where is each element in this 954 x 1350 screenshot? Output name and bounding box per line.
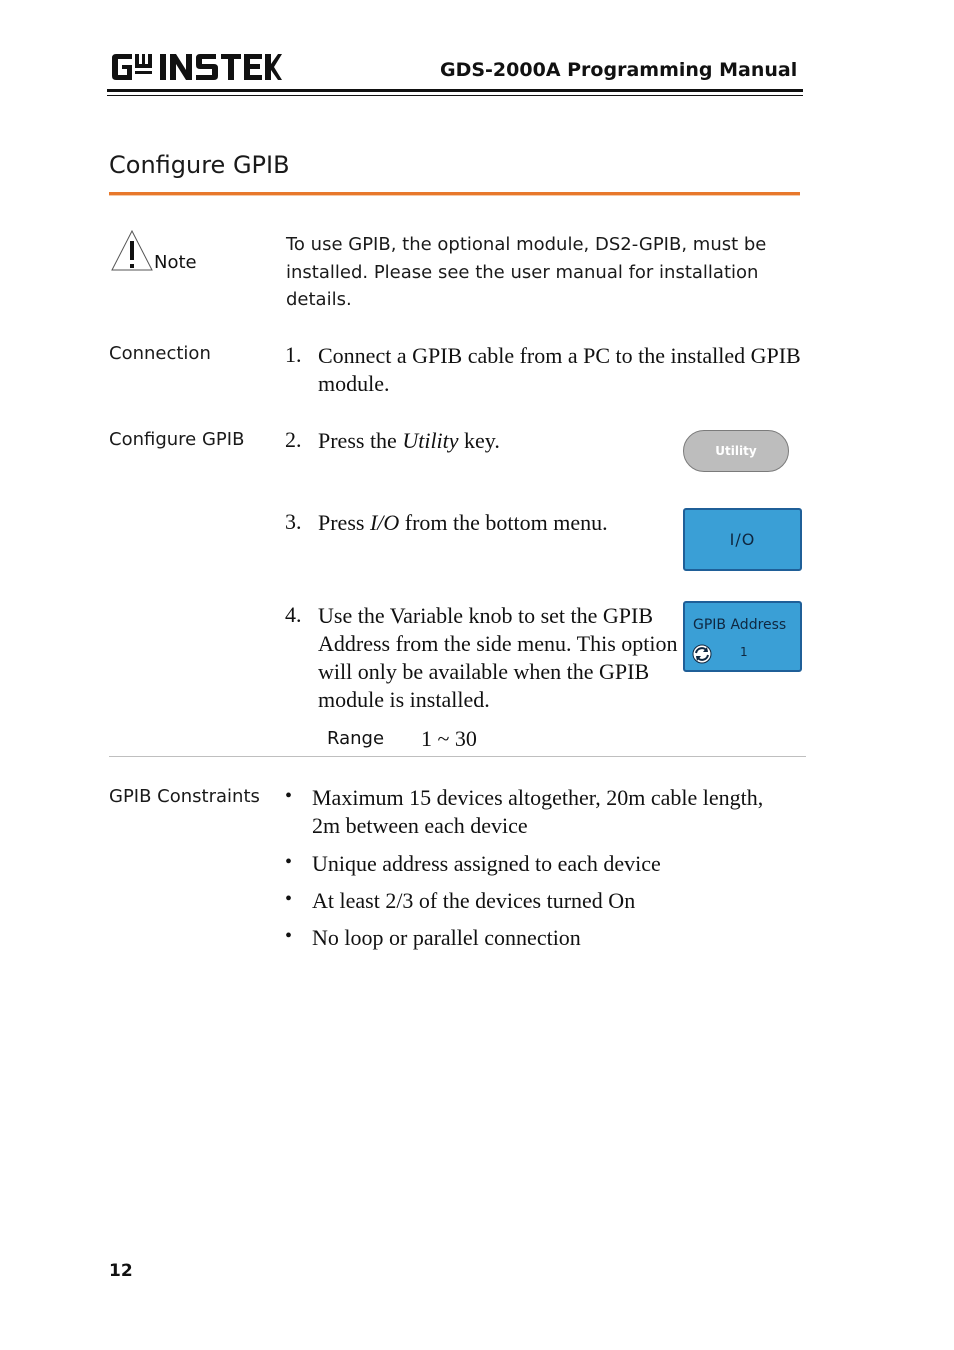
io-key-ref: I/O [369,510,400,535]
gw-instek-logo [110,52,282,82]
gpib-address-title: GPIB Address [693,617,787,633]
header-rule [107,89,803,92]
utility-key-ref: Utility [402,428,459,453]
note-label: Note [154,252,197,273]
gpib-address-menu[interactable] [683,601,802,672]
gpib-constraints-label: GPIB Constraints [109,786,260,807]
constraint-item: Maximum 15 devices altogether, 20m cable length, 2m between each device [312,785,764,838]
step-2-text: Press the Utility key. [318,428,500,453]
range-label: Range [327,728,385,749]
page-number: 12 [109,1261,133,1281]
connection-label: Connection [109,343,211,364]
bullet-icon: • [285,925,293,947]
step-3-number: 3. [285,509,302,534]
header-rule-thin [107,95,803,96]
step-3-text: Press I/O from the bottom menu. [318,510,608,535]
gpib-address-value: 1 [740,645,748,659]
section-rule-shadow [109,195,800,196]
step-4-number: 4. [285,602,302,627]
utility-key[interactable]: Utility [683,430,789,472]
step-4-text: Use the Variable knob to set the GPIB Address from the side menu. This option will only be available when the GPIB module is installed. [318,603,678,712]
constraint-item: At least 2/3 of the devices turned On [312,888,636,913]
warning-triangle-icon [110,229,154,273]
note-text: To use GPIB, the optional module, DS2-GPIB, must be installed. Please see the user manual for installation details. [286,234,767,310]
step-2-number: 2. [285,427,302,452]
bullet-icon: • [285,888,293,910]
io-menu-button[interactable]: I/O [683,508,802,571]
range-value: 1 ~ 30 [421,726,477,751]
step-1-number: 1. [285,342,302,367]
section-divider [109,756,806,757]
constraint-item: No loop or parallel connection [312,925,581,950]
configure-gpib-label: Configure GPIB [109,429,245,450]
section-title: Configure GPIB [109,151,290,179]
step-1-text: Connect a GPIB cable from a PC to the installed GPIB module. [318,343,801,396]
constraint-item: Unique address assigned to each device [312,851,661,876]
bullet-icon: • [285,785,293,807]
bullet-icon: • [285,851,293,873]
variable-knob-icon [692,644,712,664]
manual-title: GDS-2000A Programming Manual [440,59,798,81]
